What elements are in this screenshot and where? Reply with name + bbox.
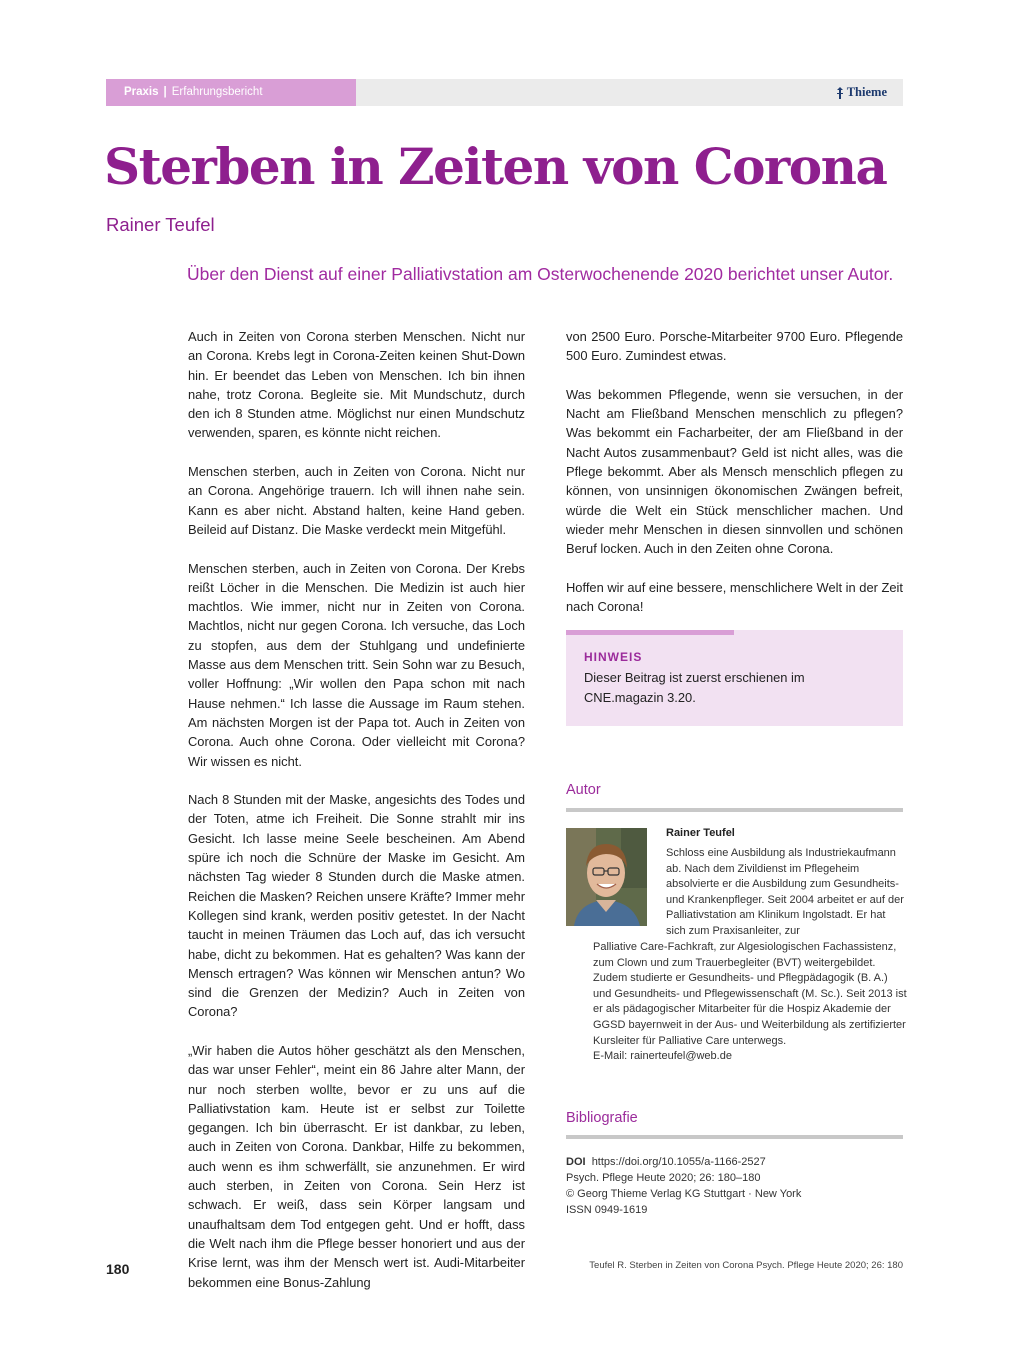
footer-citation: Teufel R. Sterben in Zeiten von Corona Psych. Pflege Heute 2020; 26: 180 [589,1260,903,1271]
journal-line: Psych. Pflege Heute 2020; 26: 180–180 [566,1172,761,1184]
bibliography-block [566,1154,903,1218]
thieme-logo-icon [836,87,844,99]
body-paragraph: Menschen sterben, auch in Zeiten von Corona. Der Krebs reißt Löcher in die Menschen. Die Medizin ist auch hier machtlos. Wie immer, nicht nur in Zeiten von Corona. Machtlos, nicht nur gegen Corona. Ich versuche, das Loch zu stopfen, aus dem der Stuhlgang und undefinierte Masse aus dem Menschen tritt. Sein Sohn war zu Besuch, voller Hoffnung: „Wir wollen den Papa schon mit nach Hause nehmen.“ Ich lasse die Aussage im Raum stehen. Am nächsten Morgen ist der Papa tot. Auch in Zeiten von Corona. Auch ohne Corona. Oder vielleicht mit Corona? Wir wissen es nicht. [188,560,525,769]
author-portrait-image [566,828,647,926]
publisher-logo [836,79,887,106]
body-paragraph: Hoffen wir auf eine bessere, menschlichere Welt in der Zeit nach Corona! [566,579,903,615]
author-photo [566,828,647,926]
section-separator: | [163,86,167,98]
body-paragraph: Menschen sterben, auch in Zeiten von Corona. Nicht nur an Corona. Angehörige trauern. Ich will ihnen nahe sein. Kann es aber nicht. Abstand halten, keine Hand geben. Beileid auf Distanz. Die Maske verdeckt mein Mitgefühl. [188,464,525,537]
author-name: Rainer Teufel [666,827,735,839]
article-lead: Über den Dienst auf einer Palliativstation am Osterwochenende 2020 berichtet unser Autor. [187,264,894,284]
author-bio-continued: Palliative Care-Fachkraft, zur Algesiologischen Fachassistenz, zum Clown und zum Trauerbegleiter (BVT) weitergebildet. Zudem studierte er Gesundheits- und Pflegpädagogik (B. A.) und Gesundheits- und Pflegewissenschaft (M. Sc.). Seit 2013 ist er als pädagogischer Mitarbeiter für die Hospiz Akademie der GGSD bayernweit in der Aus- und Weiterbildung als zertifizierter Kursleiter für Palliative Care unterwegs. [593,941,907,1047]
author-divider [566,808,903,812]
note-title: HINWEIS [584,650,643,664]
section-tag [106,79,356,106]
bibliography-divider [566,1135,903,1139]
note-text: Dieser Beitrag ist zuerst erschienen im CNE.magazin 3.20. [584,670,805,705]
doi-link[interactable]: https://doi.org/10.1055/a-1166-2527 [591,1156,766,1168]
doi-line [566,1154,903,1170]
author-heading: Autor [566,782,601,798]
author-bio-bottom [593,940,908,1065]
author-bio-top: Schloss eine Ausbildung als Industriekaufmann ab. Nach dem Zivildienst im Pflegeheim absolvierte er die Ausbildung zum Gesundheits- und Krankenpfleger. Seit 2004 arbeitet er auf der Palliativstation am Klinikum Ingolstadt. Er hat sich zum Praxisanleiter, zur [666,847,904,937]
header-bar [106,79,903,106]
note-accent-bar [566,630,734,635]
body-paragraph: Auch in Zeiten von Corona sterben Menschen. Nicht nur an Corona. Krebs legt in Corona-Zeiten keinen Shut-Down hin. Er beendet das Leben von Menschen. Ich bin ihnen nahe, trotz Corona. Begleite sie. Mit Mundschutz, durch den ich 8 Stunden atme. Möglichst nur einen Mundschutz verwenden, sparen, es könnte nicht reichen. [188,329,525,441]
bibliography-heading: Bibliografie [566,1110,638,1126]
category-label: Erfahrungsbericht [171,86,263,98]
author-email[interactable]: E-Mail: rainerteufel@web.de [593,1050,732,1063]
copyright-line: © Georg Thieme Verlag KG Stuttgart · New York [566,1188,802,1200]
body-column-right [566,327,903,636]
page-number: 180 [106,1261,130,1277]
note-box [566,630,903,726]
body-column-left [188,327,525,1311]
publisher-name: Thieme [846,85,887,99]
article-title: Sterben in Zeiten von Corona [104,137,887,196]
doi-label: DOI [566,1156,586,1168]
section-label: Praxis [124,86,159,98]
issn-line: ISSN 0949-1619 [566,1204,648,1216]
body-paragraph: von 2500 Euro. Porsche-Mitarbeiter 9700 Euro. Pflegende 500 Euro. Zumindest etwas. [566,329,903,364]
body-paragraph: Was bekommen Pflegende, wenn sie versuchen, in der Nacht am Fließband Menschen menschlich zu pflegen? Was bekommt ein Facharbeiter, der am Fließband in der Nacht Autos zusammenbaut? Geld ist nicht alles, was die Pflege bekommt. Aber als Mensch menschlich pflegen zu können, von unsinnigen ökonomischen Zwängen befreit, würde die Welt ein Stück menschlicher machen. Und wieder mehr Menschen in diesen sinnvollen und schönen Beruf locken. Auch in den Zeiten ohne Corona. [566,386,903,557]
body-paragraph: Nach 8 Stunden mit der Maske, angesichts des Todes und der Toten, atme ich Freiheit. Die Sonne strahlt mir ins Gesicht. Ich lasse meine Seele bescheinen. Am Abend spüre ich noch die Schnüre der Maske im Gesicht. Am nächsten Tag wieder 8 Stunden durch die Maske atmen. Reichen die Masken? Reichen unsere Kräfte? Immer mehr Kollegen sind krank, werden positiv getestet. In der Nacht taucht in meinen Träumen das Loch auf, das ich versucht habe, dicht zu bekommen. Hat es gehalten? Was kann der Mensch ertragen? Was können wir Menschen antun? Wo sind die Grenzen der Medizin? Auch in Zeiten von Corona? [188,792,525,1020]
body-paragraph: „Wir haben die Autos höher geschätzt als den Menschen, das war unser Fehler“, meint ein 86 Jahre alter Mann, der nur noch sterben wollte, bevor er zu uns auf die Palliativstation kam. Heute ist er selbst zur Toilette gegangen. Ich bin überrascht. Er ist dankbar, zu leben, auch in Zeiten von Corona. Dankbar, Hilfe zu bekommen, auch wenn es ihm schwerfällt, sie anzunehmen. Er wird auch sterben, in Zeiten von Corona. Sein Herz ist schwach. Er weiß, dass sein Körper langsam und unaufhaltsam dem Tod entgegen geht. Und er hofft, dass die Welt nach ihm die Pflege besser honoriert und aus der Krise lernt, was ihm der Mensch wert ist. Audi-Mitarbeiter bekommen eine Bonus-Zahlung [188,1042,525,1290]
article-author: Rainer Teufel [106,214,215,235]
